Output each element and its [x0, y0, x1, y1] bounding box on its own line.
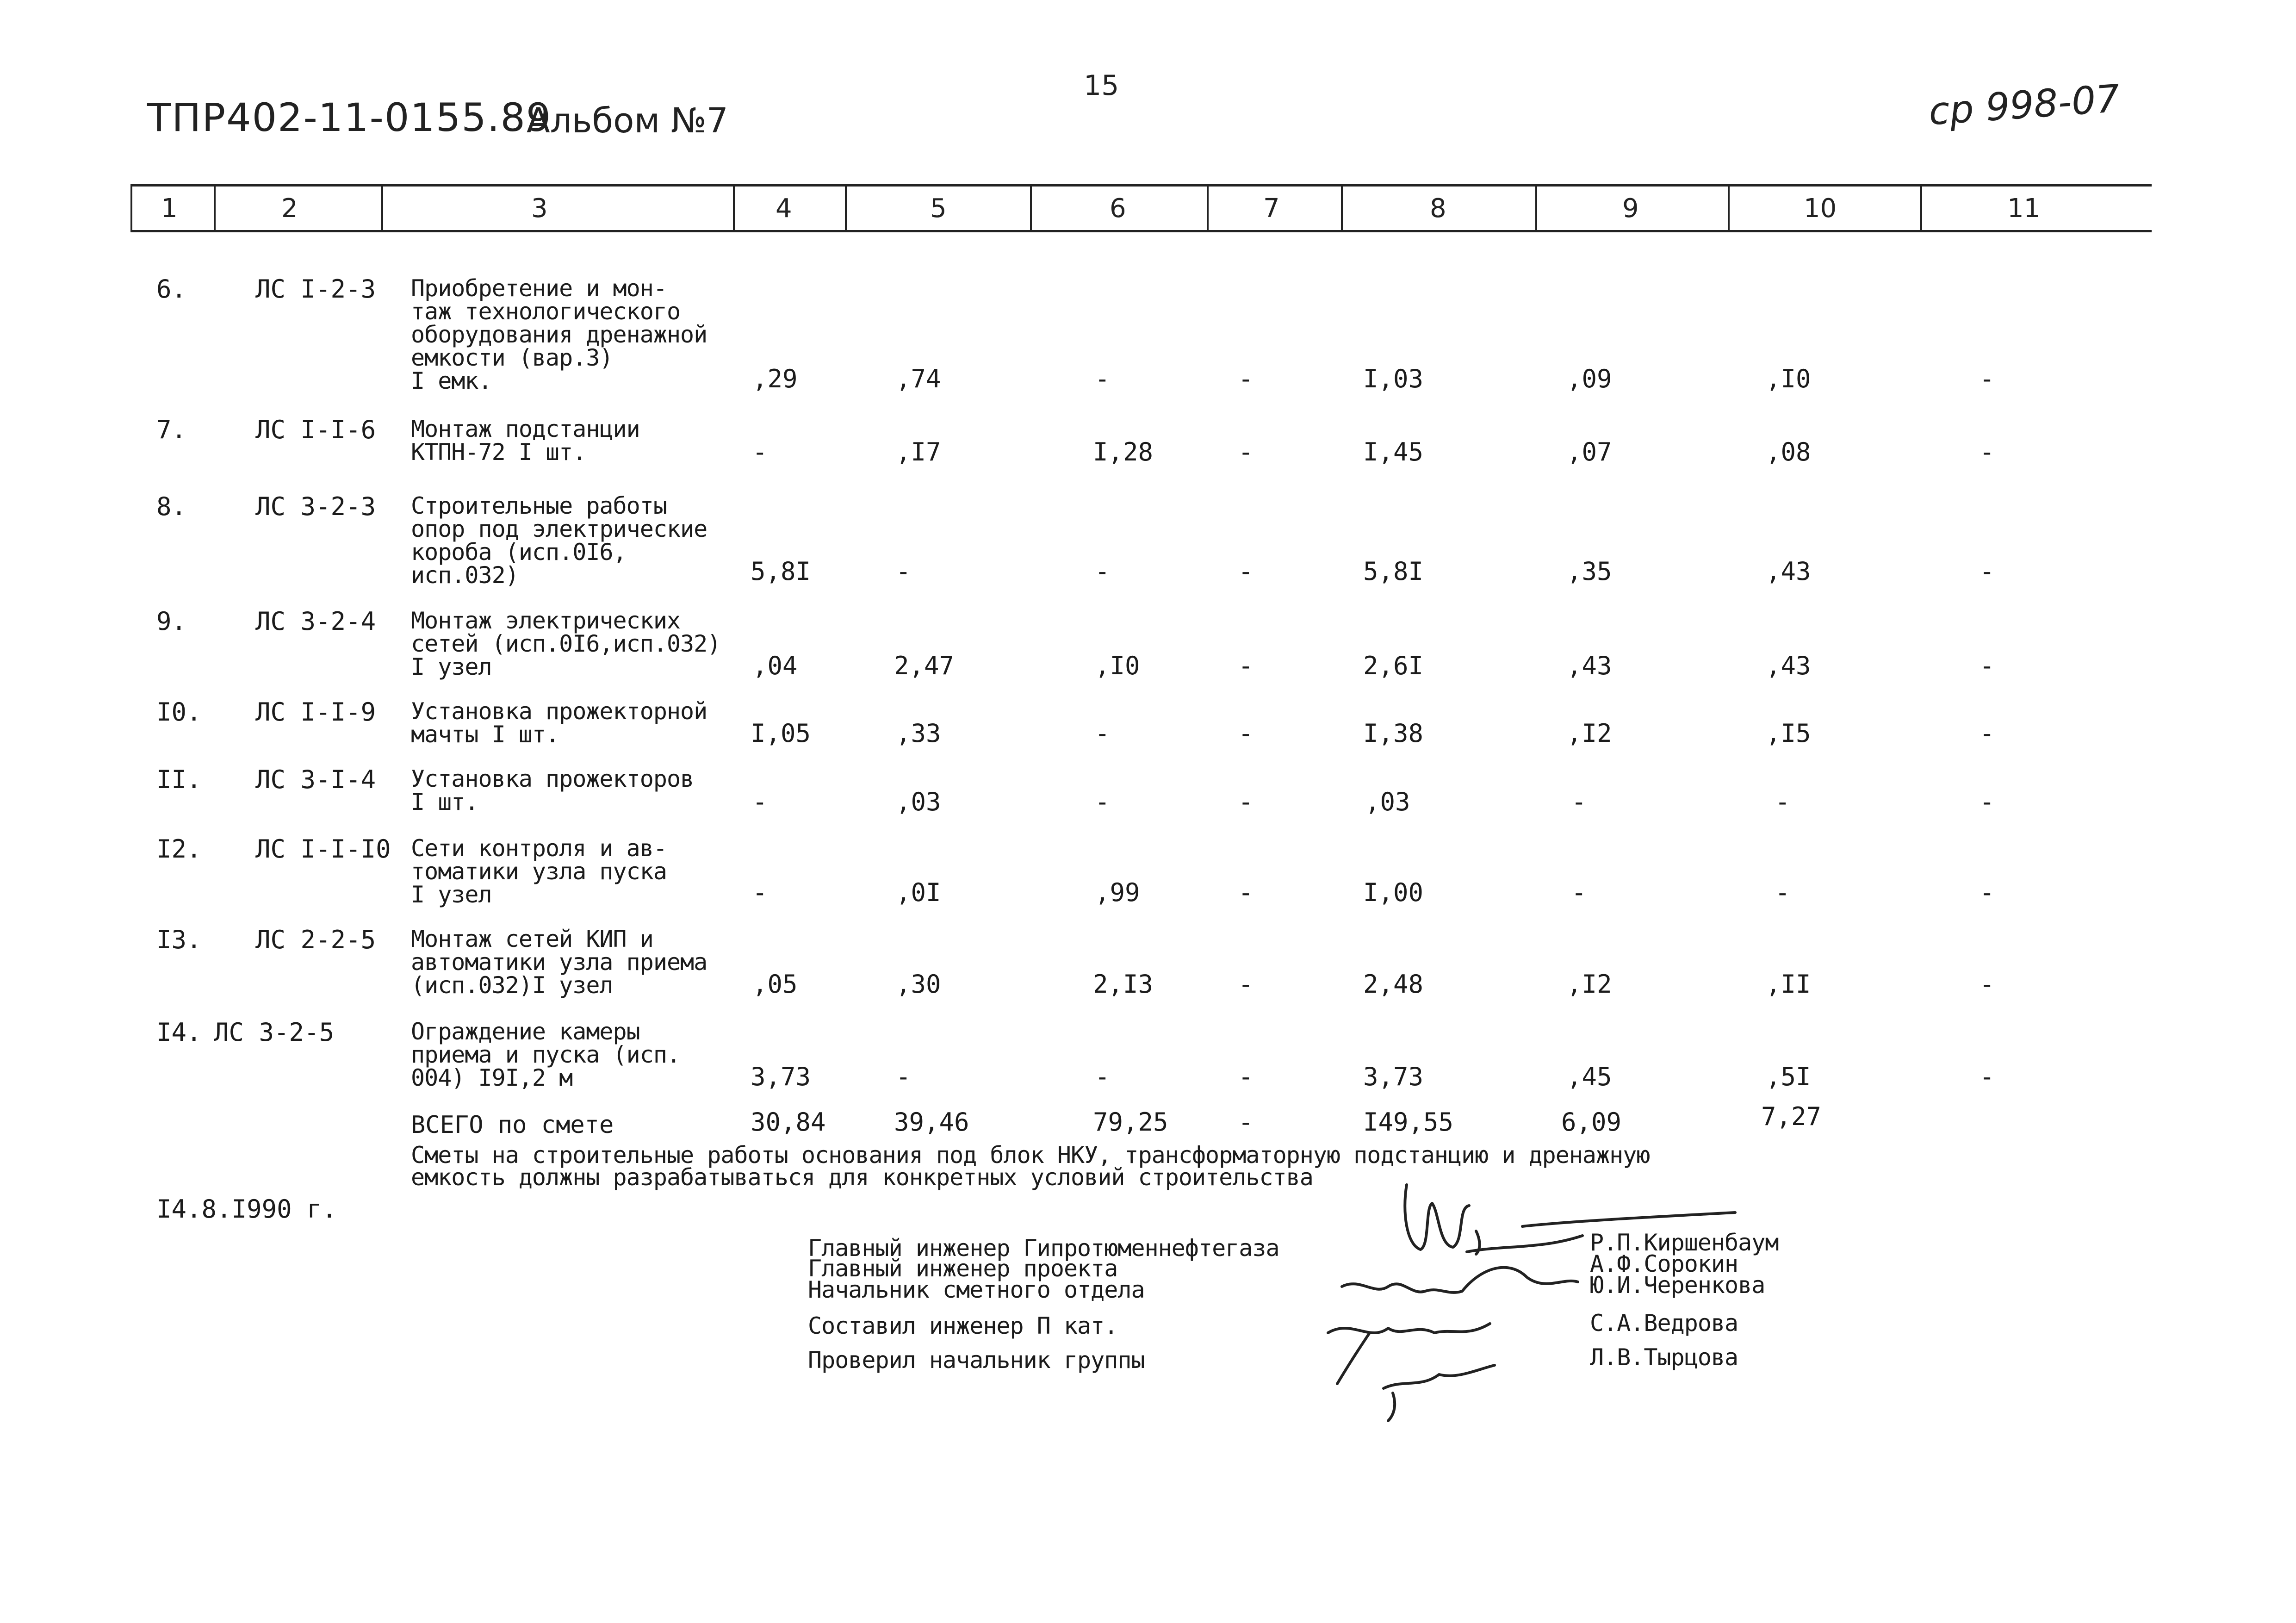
cell-col6: - [1095, 787, 1110, 816]
document-date: I4.8.I990 г. [156, 1194, 337, 1224]
total-col7: - [1238, 1107, 1253, 1137]
cell-col4: - [752, 437, 768, 466]
work-description: Приобретение и мон- таж технологического оборудования дренажной емкости (вар.3) I емк. [411, 275, 707, 394]
cell-col5: - [896, 1062, 911, 1091]
cell-col8: I,03 [1363, 364, 1424, 393]
work-description: Установка прожекторов I шт. [411, 765, 694, 815]
cell-col6: - [1095, 719, 1110, 748]
cell-col7: - [1238, 1062, 1253, 1091]
row-number: I2. [156, 834, 202, 864]
cell-col9: ,43 [1567, 651, 1612, 680]
cell-col8: 3,73 [1363, 1062, 1424, 1091]
cell-col4: - [752, 787, 768, 816]
column-number: 8 [1430, 193, 1446, 224]
work-description: Установка прожекторной мачты I шт. [411, 698, 707, 748]
archive-stamp: ср 998-07 [1927, 76, 2122, 134]
column-number: 2 [281, 193, 298, 224]
cell-col8: 2,48 [1363, 970, 1424, 999]
column-number: 6 [1110, 193, 1126, 224]
work-description: Монтаж сетей КИП и автоматики узла приема (исп.032)I узел [411, 926, 707, 999]
cell-col10: - [1775, 878, 1790, 907]
estimate-code: ЛС I-I-I0 [255, 834, 391, 864]
cell-col9: - [1571, 878, 1587, 907]
signature-role: Главный инженер проекта [808, 1255, 1118, 1282]
cell-col10: ,I5 [1766, 719, 1811, 748]
column-number: 3 [531, 193, 548, 224]
estimate-code: ЛС 2-2-5 [255, 925, 376, 954]
cell-col9: - [1571, 787, 1587, 816]
estimate-code: ЛС 3-2-4 [255, 607, 376, 636]
cell-col5: ,03 [896, 787, 941, 816]
column-number: 11 [2007, 193, 2041, 224]
total-col4: 30,84 [751, 1107, 826, 1137]
cell-col9: ,I2 [1567, 970, 1612, 999]
cell-col4: I,05 [751, 719, 811, 748]
column-number: 5 [930, 193, 947, 224]
work-description: Монтаж электрических сетей (исп.0I6,исп.032) I узел [411, 607, 721, 680]
cell-col7: - [1238, 970, 1253, 999]
signature-role: Проверил начальник группы [808, 1347, 1145, 1374]
row-number: I3. [156, 925, 202, 954]
total-col9: 6,09 [1561, 1107, 1622, 1137]
cell-col7: - [1238, 651, 1253, 680]
signature-name: С.А.Ведрова [1590, 1310, 1738, 1337]
row-number: I0. [156, 697, 202, 727]
total-label: ВСЕГО по смете [411, 1111, 614, 1139]
row-number: II. [156, 765, 202, 794]
total-col10: 7,27 [1761, 1102, 1822, 1131]
cell-col8: 5,8I [1363, 557, 1424, 586]
cell-col11: - [1980, 878, 1995, 907]
cell-col9: ,35 [1567, 557, 1612, 586]
row-number: I4. [156, 1018, 202, 1047]
page-number: 15 [1084, 69, 1119, 102]
cell-col10: ,I0 [1766, 364, 1811, 393]
cell-col6: - [1095, 557, 1110, 586]
estimate-code: ЛС I-I-6 [255, 415, 376, 444]
cell-col11: - [1980, 1062, 1995, 1091]
total-col8: I49,55 [1363, 1107, 1454, 1137]
signature-name: Л.В.Тырцова [1590, 1344, 1738, 1371]
cell-col11: - [1980, 787, 1995, 816]
column-number: 7 [1263, 193, 1280, 224]
cell-col9: ,09 [1567, 364, 1612, 393]
cell-col4: 3,73 [751, 1062, 811, 1091]
album-label: Альбом №7 [527, 101, 728, 141]
signature-name: А.Ф.Сорокин [1590, 1250, 1738, 1277]
total-col5: 39,46 [894, 1107, 969, 1137]
cell-col6: 2,I3 [1093, 970, 1154, 999]
cell-col7: - [1238, 557, 1253, 586]
estimate-code: ЛС 3-2-5 [214, 1018, 335, 1047]
cell-col5: ,30 [896, 970, 941, 999]
estimate-code: ЛС I-2-3 [255, 274, 376, 304]
column-number: 10 [1804, 193, 1837, 224]
signature-role: Составил инженер П кат. [808, 1312, 1118, 1339]
cell-col6: - [1095, 364, 1110, 393]
cell-col5: ,33 [896, 719, 941, 748]
cell-col9: ,07 [1567, 437, 1612, 466]
cell-col8: I,38 [1363, 719, 1424, 748]
cell-col11: - [1980, 437, 1995, 466]
cell-col7: - [1238, 364, 1253, 393]
cell-col9: ,45 [1567, 1062, 1612, 1091]
cell-col4: 5,8I [751, 557, 811, 586]
cell-col6: - [1095, 1062, 1110, 1091]
signature-name: Ю.И.Черенкова [1590, 1272, 1765, 1299]
cell-col8: I,45 [1363, 437, 1424, 466]
cell-col7: - [1238, 878, 1253, 907]
cell-col10: ,43 [1766, 557, 1811, 586]
estimate-code: ЛС 3-2-3 [255, 492, 376, 521]
row-number: 7. [156, 415, 187, 444]
cell-col8: I,00 [1363, 878, 1424, 907]
column-number: 4 [776, 193, 792, 224]
cell-col11: - [1980, 651, 1995, 680]
cell-col4: ,29 [752, 364, 798, 393]
cell-col6: I,28 [1093, 437, 1154, 466]
row-number: 8. [156, 492, 187, 521]
cell-col4: ,05 [752, 970, 798, 999]
cell-col7: - [1238, 437, 1253, 466]
cell-col5: - [896, 557, 911, 586]
row-number: 9. [156, 607, 187, 636]
row-number: 6. [156, 274, 187, 304]
estimate-code: ЛС I-I-9 [255, 697, 376, 727]
signature-role: Начальник сметного отдела [808, 1276, 1145, 1303]
document-code: ТПР402-11-0155.89 [147, 95, 552, 140]
work-description: Ограждение камеры приема и пуска (исп. 004) I9I,2 м [411, 1018, 681, 1091]
cell-col6: ,I0 [1095, 651, 1140, 680]
signature-role: Главный инженер Гипротюменнефтегаза [808, 1235, 1279, 1262]
total-col6: 79,25 [1093, 1107, 1168, 1137]
cell-col4: - [752, 878, 768, 907]
estimate-note: Сметы на строительные работы основания под блок НКУ, трансформаторную подстанцию и дренажную емкость должны разрабатываться для конкретных условий строительства [411, 1142, 1650, 1191]
cell-col10: ,II [1766, 970, 1811, 999]
cell-col8: 2,6I [1363, 651, 1424, 680]
cell-col10: ,5I [1766, 1062, 1811, 1091]
cell-col7: - [1238, 787, 1253, 816]
cell-col11: - [1980, 557, 1995, 586]
work-description: Сети контроля и ав- томатики узла пуска I узел [411, 835, 667, 908]
cell-col5: ,0I [896, 878, 941, 907]
estimate-code: ЛС 3-I-4 [255, 765, 376, 794]
cell-col5: ,74 [896, 364, 941, 393]
cell-col5: 2,47 [894, 651, 955, 680]
cell-col9: ,I2 [1567, 719, 1612, 748]
column-number: 1 [161, 193, 178, 224]
cell-col11: - [1980, 970, 1995, 999]
cell-col4: ,04 [752, 651, 798, 680]
cell-col5: ,I7 [896, 437, 941, 466]
cell-col10: - [1775, 787, 1790, 816]
cell-col10: ,43 [1766, 651, 1811, 680]
cell-col11: - [1980, 364, 1995, 393]
work-description: Строительные работы опор под электрические короба (исп.0I6, исп.032) [411, 492, 707, 589]
column-number: 9 [1622, 193, 1639, 224]
cell-col10: ,08 [1766, 437, 1811, 466]
cell-col7: - [1238, 719, 1253, 748]
work-description: Монтаж подстанции КТПН-72 I шт. [411, 416, 640, 466]
cell-col11: - [1980, 719, 1995, 748]
cell-col6: ,99 [1095, 878, 1140, 907]
cell-col8: ,03 [1365, 787, 1410, 816]
signature-name: Р.П.Киршенбаум [1590, 1229, 1779, 1256]
